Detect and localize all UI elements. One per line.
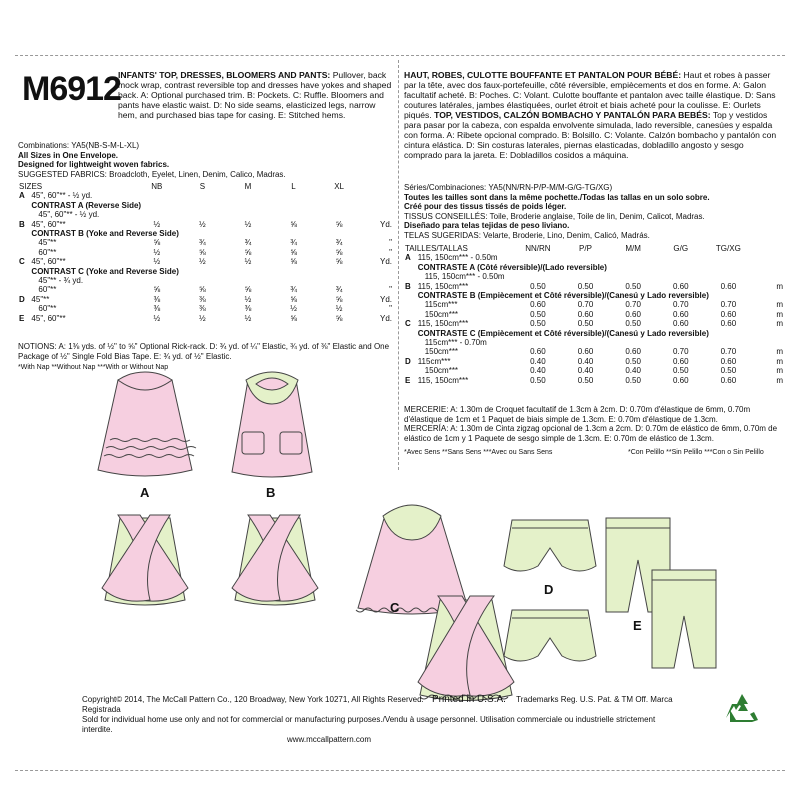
footer-website[interactable]: www.mccallpattern.com [287,735,372,744]
table-row: 150cm*** 0.50 0.60 0.60 0.60 0.60 m [424,309,783,319]
view-e-illustration [606,518,716,668]
en-header-cell: S [199,182,206,191]
es-merceria-text: MERCERÍA: A: 1.30m de Cinta zigzag opcional de 1.3cm a 2cm. D: 0.70m de elástico de 6mm, 0.70m de elástico de 1cm y 1 Paquete de sesgo simple de 1.3cm. E: 0.70m de elástico de 1.3cm. [404,424,778,443]
table-row: 45", 60"** - ½ yd. [38,210,100,220]
view-b-label: B [266,485,276,500]
en-header-cell: XL [334,182,344,191]
fr-mercerie-text: MERCERIE: A: 1.30m de Croquet facultatif de 1.3cm à 2cm. D: 0.70m d'élastique de 6mm, 0.70m d'élastique de 1cm et 1 Paquet de biais simple de 1.3cm. E: 0.70m d'élastique de 1.3cm. [404,405,751,424]
table-row: 60"** ⅜ ⅜ ⅜ ½ ½ " [38,304,392,314]
es-disenado: Diseñado para telas tejidas de peso liviano. [404,221,570,231]
footer-trademarks: Trademarks Reg. U.S. Pat. & TM Off. Marca Registrada [82,695,673,714]
fr-header-cell: P/P [579,244,592,253]
fr-header-cell: TG/XG [715,244,741,253]
view-c-illustration [356,505,514,701]
table-row: 60"** ⅝ ⅝ ⅝ ¾ ¾ " [38,285,392,295]
en-suggested: SUGGESTED FABRICS: Broadcloth, Eyelet, Linen, Denim, Calico, Madras. [18,169,286,179]
en-nap-legend: *With Nap **Without Nap ***With or Without Nap [18,364,169,372]
en-notions-text: NOTIONS: A: 1⅜ yds. of ½" to ⅝" Optional Rick-rack. D: ¾ yd. of ¼" Elastic, ¾ yd. of ⅜" Elastic and One Package of ½" Single Fold Bias Tape. E: ¾ yd. of ½" Elastic. [18,342,390,361]
pattern-number: M6912 [22,70,121,108]
fr-cree: Créé pour des tissus tissés de poids léger. [404,202,567,212]
en-combinations: Combinations: YA5(NB-S-M-L-XL) [18,141,140,150]
en-header-cell: NB [151,182,163,191]
es-nap-legend: *Con Pelillo **Sin Pelillo ***Con o Sin Pelillo [628,449,764,456]
table-row: D 115cm*** 0.40 0.40 0.50 0.60 0.60 m [405,356,783,366]
table-row: CONTRASTE A (Côté réversible)/(Lado reversible) [417,262,607,272]
table-row: B 45", 60"** ½ ½ ½ ⅝ ⅝ Yd. [19,219,392,229]
en-header-cell: SIZES [19,182,43,191]
view-e-label: E [633,618,642,633]
table-row: CONTRASTE C (Empiècement et Côté réversible)/(Canesú y Lado reversible) [417,328,709,338]
footer [82,695,682,745]
table-row: 45"** - ¾ yd. [38,276,84,286]
table-row: 115cm*** - 0.70m [424,338,487,348]
fr-header-cell: TAILLES/TALLAS [405,244,468,253]
table-row: A 45", 60"** - ½ yd. [19,191,93,201]
fr-tissus: TISSUS CONSEILLÉS: Toile, Broderie anglaise, Toile de lin, Denim, Calicot, Madras. [404,211,705,221]
view-a-illustration [98,372,196,476]
en-title: INFANTS' TOP, DRESSES, BLOOMERS AND PANTS: [118,70,331,80]
table-row: E 45", 60"** ½ ½ ½ ⅝ ⅝ Yd. [19,313,392,323]
table-row: 45"** ⅝ ¾ ¾ ¾ ¾ " [38,238,392,248]
view-a-back-illustration [102,515,188,605]
view-d-label: D [544,582,554,597]
table-row: 60"** ½ ⅝ ⅝ ⅝ ⅝ " [38,247,392,257]
table-row: CONTRAST C (Yoke and Reverse Side) [31,266,179,276]
view-c-label: C [390,600,400,615]
table-row: 150cm*** 0.40 0.40 0.40 0.50 0.50 m [424,366,783,376]
fr-desc-text: Haut et robes à passer par la tête, avec dos faux-portefeuille, côté réversible, empiècements et dos en forme. A: Galon facultatif acheté. B: Poches. C: Volant. Culotte bouffante et pantalon avec taille élastique. D: Sans coutures latérales, jambes élastiquées, ourlet étroit et biais acheté pour la coulisse. E: Ourlets piqués. [404,70,776,120]
view-b-illustration [232,372,312,477]
footer-sold: Sold for individual home use only and not for commercial or manufacturing purposes./Vendu à usage personnel. Utilisation commerciale ou industrielle strictement interdite. [82,715,656,734]
es-telas: TELAS SUGERIDAS: Velarte, Broderie, Lino, Denim, Calicó, Madrás. [404,230,650,240]
table-row: 115, 150cm*** - 0.50m [424,272,505,282]
table-row: 150cm*** 0.60 0.60 0.60 0.70 0.70 m [424,347,783,357]
fr-header-cell: G/G [673,244,689,253]
recycle-icon [724,692,760,724]
fr-series: Séries/Combinaciones: YA5(NN/RN-P/P-M/M-G/G-TG/XG) [404,183,613,192]
en-designed: Designed for lightweight woven fabrics. [18,160,170,170]
footer-copyright: Copyright© 2014, The McCall Pattern Co., 120 Broadway, New York 10271, All Rights Reserved. [82,695,424,704]
en-all-sizes: All Sizes in One Envelope. [18,150,119,160]
es-desc-text: Top y vestidos para pasar por la cabeza, con espalda envolvente simulada, lado reversible, canesúes y espalda con forma. A: Ribete opcional comprado. B: Bolsillo. C: Volante. Calzón bombacho y pantalón con cintura elástica. D: Sin costuras laterales, piernas elasticadas, dobladillo angosto y sesgo comprado para la jareta. E: Dobladillos cosidos a máquina. [404,110,777,160]
fr-nap-legend: *Avec Sens **Sans Sens ***Avec ou Sans Sens [404,449,553,456]
fr-all-sizes: Toutes les tailles sont dans la même pochette./Todas las tallas en un solo sobre. [404,192,710,202]
fr-header-cell: NN/RN [525,244,551,253]
en-header-cell: M [244,182,252,191]
fr-title: HAUT, ROBES, CULOTTE BOUFFANTE ET PANTALON POUR BÉBÉ: [404,70,682,80]
en-desc-text: Pullover, back mock wrap, contrast reversible top and dresses have yokes and shaped back. A: Optional purchased trim. B: Pockets. C: Ruffle. Bloomers and pants have elastic waist. D: No side seams, elasticized legs, narrow hem, and purchased bias tape for casing. E: Stitched hems. [118,70,392,120]
en-header-cell: L [291,182,296,191]
table-row: E 115, 150cm*** 0.50 0.50 0.50 0.60 0.60 m [405,375,783,385]
footer-printed: Printed in U.S.A. [432,694,506,705]
table-row: 115cm*** 0.60 0.70 0.70 0.70 0.70 m [424,300,783,310]
table-row: C 115, 150cm*** 0.50 0.50 0.50 0.60 0.60 m [405,319,783,329]
table-row: A 115, 150cm*** - 0.50m [405,253,498,263]
view-a-label: A [140,485,150,500]
table-row: D 45"** ⅜ ⅜ ½ ⅝ ⅝ Yd. [19,294,392,304]
table-row: B 115, 150cm*** 0.50 0.50 0.50 0.60 0.60 m [405,281,783,291]
table-row: C 45", 60"** ½ ½ ½ ⅝ ⅝ Yd. [19,257,392,267]
table-row: CONTRAST A (Reverse Side) [31,200,142,210]
es-title: TOP, VESTIDOS, CALZÓN BOMBACHO Y PANTALÓN PARA BEBÉS: [434,110,711,120]
table-row: CONTRASTE B (Empiècement et Côté réversible)/(Canesú y Lado reversible) [417,291,709,301]
table-row: CONTRAST B (Yoke and Reverse Side) [31,229,179,239]
view-b-back-illustration [232,515,318,605]
fr-header-cell: M/M [625,244,641,253]
